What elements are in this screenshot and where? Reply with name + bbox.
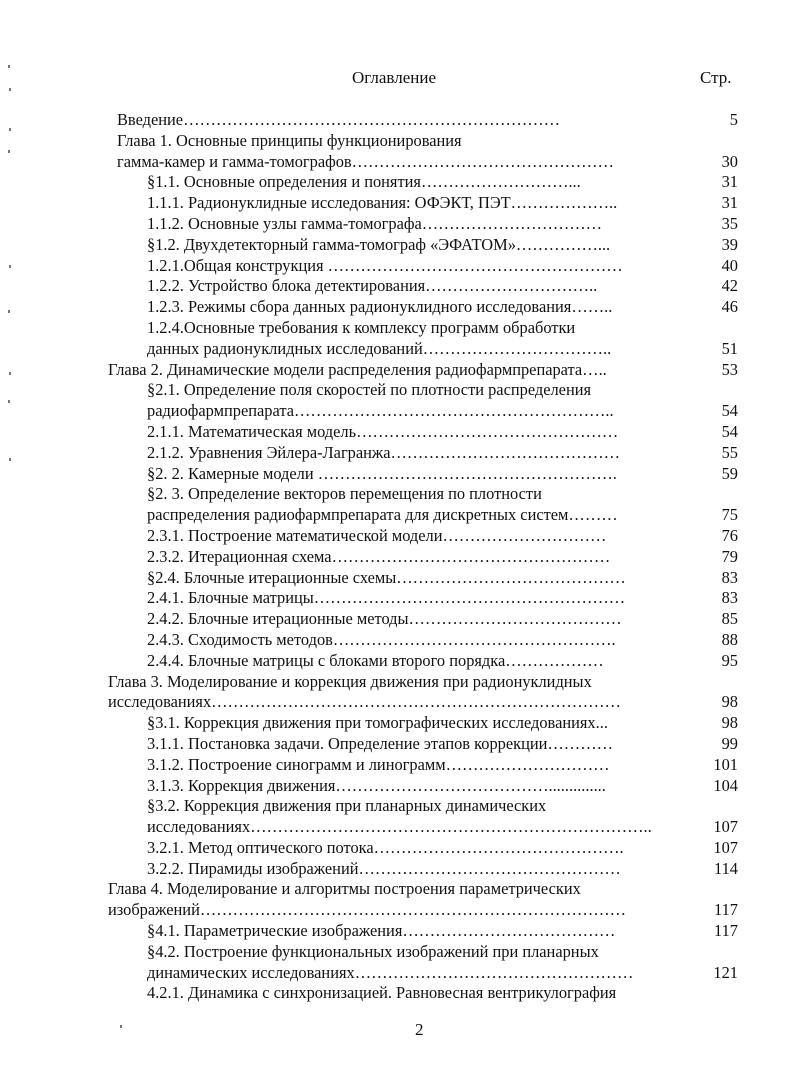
toc-entry-page: 46: [721, 297, 738, 317]
toc-entry-page: 107: [713, 837, 738, 857]
toc-entry-page: 83: [721, 588, 738, 608]
toc-entry: [0, 464, 793, 485]
toc-entry: [0, 152, 793, 173]
toc-entry-text: 2.4.4. Блочные матрицы с блоками второго порядка………………: [147, 650, 604, 670]
toc-entry-page: 117: [714, 921, 738, 941]
scan-speck: [9, 128, 11, 131]
scan-speck: [8, 150, 10, 153]
toc-entry-text: распределения радиофармпрепарата для дискретных систем………: [147, 505, 618, 525]
toc-entry: [0, 672, 793, 693]
toc-entry-page: 79: [721, 546, 738, 566]
scan-speck: [9, 265, 11, 268]
toc-entry-page: 54: [721, 421, 738, 441]
toc-entry-page: 98: [721, 692, 738, 712]
toc-entry-page: 51: [721, 338, 738, 358]
toc-entry-page: 114: [714, 858, 738, 878]
toc-entry-text: 2.1.2. Уравнения Эйлера-Лагранжа……………………………………: [147, 442, 620, 462]
toc-entry-text: §3.1. Коррекция движения при томографических исследованиях...: [147, 713, 608, 733]
toc-entry: [0, 547, 793, 568]
toc-entry-text: 1.1.1. Радионуклидные исследования: ОФЭКТ, ПЭТ………………..: [147, 193, 618, 213]
toc-entry-text: 1.2.4.Основные требования к комплексу программ обработки: [147, 317, 576, 337]
toc-entry-text: §3.2. Коррекция движения при планарных динамических: [147, 796, 547, 816]
scan-speck: [8, 65, 10, 68]
toc-entry: [0, 734, 793, 755]
toc-entry: [0, 630, 793, 651]
toc-entry: [0, 713, 793, 734]
toc-entry: [0, 588, 793, 609]
toc-entry-text: 3.1.2. Построение синограмм и линограмм…………………………: [147, 754, 610, 774]
toc-entry: [0, 110, 793, 131]
toc-entry-page: 95: [721, 650, 738, 670]
toc-entry-page: 40: [721, 255, 738, 275]
toc-entry: [0, 838, 793, 859]
toc-entry-page: 31: [721, 193, 738, 213]
toc-entry: [0, 796, 793, 817]
toc-entry: [0, 256, 793, 277]
toc-entry-text: Введение……………………………………………………………: [117, 110, 561, 129]
page-column-label: Стр.: [700, 68, 732, 87]
scan-speck: [120, 1025, 122, 1028]
toc-entry-page: 101: [713, 754, 738, 774]
toc-entry-text: Глава 4. Моделирование и алгоритмы построения параметрических: [108, 879, 581, 899]
toc-entry-page: 75: [721, 505, 738, 525]
toc-entry-page: 42: [721, 276, 738, 296]
table-of-contents: [0, 110, 793, 1004]
toc-entry: [0, 297, 793, 318]
toc-entry-page: 35: [721, 213, 738, 233]
toc-entry: [0, 817, 793, 838]
scan-speck: [8, 400, 10, 403]
scan-speck: [9, 458, 11, 461]
toc-entry-text: 2.4.3. Сходимость методов…………………………………………….: [147, 629, 616, 649]
toc-entry-text: исследованиях………………………………………………………………..: [147, 817, 652, 837]
toc-entry-text: 1.1.2. Основные узлы гамма-томографа……………………………: [147, 213, 603, 233]
toc-entry-text: динамических исследованиях……………………………………………: [147, 962, 634, 982]
toc-entry: [0, 276, 793, 297]
toc-entry-text: 1.2.2. Устройство блока детектирования…………………………..: [147, 276, 598, 296]
toc-entry: [0, 963, 793, 984]
toc-entry-text: 3.2.2. Пирамиды изображений…………………………………………: [147, 858, 621, 878]
toc-entry: [0, 193, 793, 214]
toc-entry: [0, 755, 793, 776]
toc-entry: [0, 651, 793, 672]
toc-entry: [0, 776, 793, 797]
toc-entry-text: исследованиях…………………………………………………………………: [108, 692, 621, 712]
toc-entry: [0, 692, 793, 713]
toc-entry-text: 1.2.1.Общая конструкция ………………………………………………: [147, 255, 623, 275]
toc-entry-page: 83: [721, 567, 738, 587]
toc-entry-page: 30: [721, 151, 738, 171]
toc-entry-page: 39: [721, 234, 738, 254]
toc-entry-text: §4.1. Параметрические изображения…………………………………: [147, 921, 616, 941]
toc-entry: [0, 235, 793, 256]
toc-entry: [0, 380, 793, 401]
toc-entry: [0, 422, 793, 443]
toc-entry: [0, 942, 793, 963]
toc-entry-text: §1.2. Двухдетекторный гамма-томограф «ЭФАТОМ»……………...: [147, 234, 611, 254]
toc-entry-page: 76: [721, 525, 738, 545]
toc-entry-text: 2.4.1. Блочные матрицы…………………………………………………: [147, 588, 626, 608]
toc-entry-text: 4.2.1. Динамика с синхронизацией. Равновесная вентрикулография: [147, 983, 617, 1003]
toc-entry: [0, 859, 793, 880]
toc-entry: [0, 526, 793, 547]
toc-entry-text: радиофармпрепарата…………………………………………………..: [147, 401, 614, 421]
toc-entry: [0, 131, 793, 152]
toc-entry: [0, 214, 793, 235]
toc-entry-text: 2.4.2. Блочные итерационные методы…………………………………: [147, 609, 622, 629]
toc-entry-text: 3.1.3. Коррекция движения…………………………………..............: [147, 775, 606, 795]
toc-entry: [0, 568, 793, 589]
toc-entry: [0, 401, 793, 422]
scan-speck: [8, 310, 10, 313]
scan-speck: [9, 88, 11, 91]
toc-entry-page: 31: [721, 172, 738, 192]
toc-entry: [0, 505, 793, 526]
toc-entry-text: гамма-камер и гамма-томографов…………………………………………: [117, 151, 614, 171]
toc-entry-text: §2. 3. Определение векторов перемещения по плотности: [147, 484, 542, 504]
toc-entry-page: 54: [721, 401, 738, 421]
toc-entry: [0, 172, 793, 193]
toc-entry-text: изображений……………………………………………………………………: [108, 900, 627, 920]
toc-entry-page: 55: [721, 442, 738, 462]
toc-entry: [0, 609, 793, 630]
toc-entry: [0, 983, 793, 1004]
toc-entry-text: 1.2.3. Режимы сбора данных радионуклидного исследования……..: [147, 297, 613, 317]
toc-entry-page: 99: [721, 733, 738, 753]
toc-entry-page: 5: [729, 110, 738, 129]
toc-entry-text: данных радионуклидных исследований……………………………..: [147, 338, 612, 358]
toc-entry: [0, 879, 793, 900]
toc-entry-text: Глава 2. Динамические модели распределения радиофармпрепарата…..: [108, 359, 607, 379]
toc-entry-page: 88: [721, 629, 738, 649]
toc-entry: [0, 339, 793, 360]
toc-title: Оглавление: [352, 68, 436, 87]
toc-entry-page: 107: [713, 817, 738, 837]
toc-entry-text: §2.1. Определение поля скоростей по плотности распределения: [147, 380, 592, 400]
toc-entry-page: 53: [721, 359, 738, 379]
toc-entry-text: 2.1.1. Математическая модель…………………………………………: [147, 421, 619, 441]
toc-entry-page: 98: [721, 713, 738, 733]
toc-entry-text: 2.3.1. Построение математической модели…………………………: [147, 525, 607, 545]
toc-entry-text: 3.1.1. Постановка задачи. Определение этапов коррекции…………: [147, 733, 613, 753]
toc-entry-text: §2.4. Блочные итерационные схемы……………………………………: [147, 567, 626, 587]
toc-entry-text: 3.2.1. Метод оптического потока……………………………………….: [147, 837, 624, 857]
toc-entry-text: Глава 3. Моделирование и коррекция движения при радионуклидных: [108, 671, 592, 691]
toc-entry-page: 85: [721, 609, 738, 629]
toc-entry: [0, 360, 793, 381]
toc-entry: [0, 484, 793, 505]
toc-entry-text: §2. 2. Камерные модели ……………………………………………….: [147, 463, 617, 483]
toc-entry: [0, 900, 793, 921]
toc-entry: [0, 318, 793, 339]
scan-speck: [9, 372, 11, 375]
toc-entry: [0, 921, 793, 942]
page-number: 2: [415, 1020, 424, 1039]
toc-entry-page: 104: [713, 775, 738, 795]
toc-entry-text: Глава 1. Основные принципы функционирования: [117, 130, 462, 150]
toc-entry-text: §4.2. Построение функциональных изображений при планарных: [147, 941, 599, 961]
toc-entry: [0, 443, 793, 464]
toc-entry-page: 121: [713, 962, 738, 982]
toc-entry-page: 117: [714, 900, 738, 920]
toc-entry-text: 2.3.2. Итерационная схема……………………………………………: [147, 546, 611, 566]
toc-entry-page: 59: [721, 463, 738, 483]
toc-entry-text: §1.1. Основные определения и понятия………………………...: [147, 172, 581, 192]
